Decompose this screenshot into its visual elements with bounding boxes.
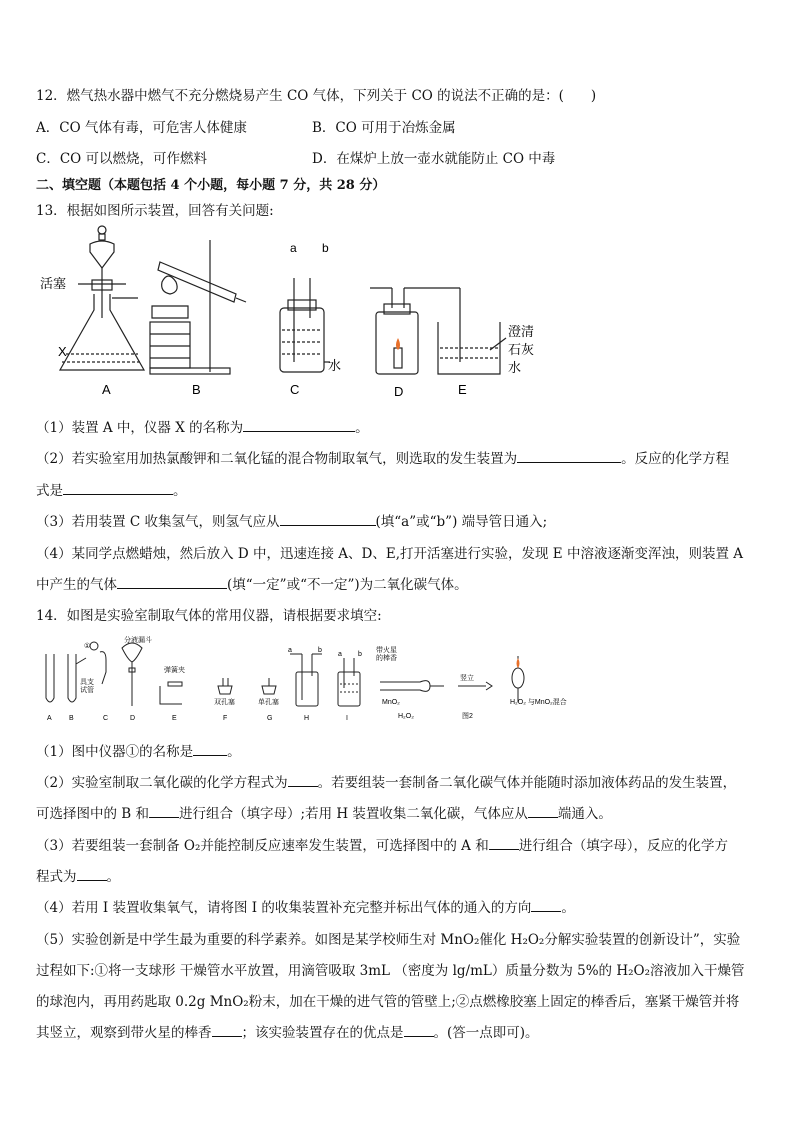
q13-part3: （3）若用装置 C 收集氢气，则氢气应从 (填“a”或“b”) 端导管日通入; bbox=[36, 510, 547, 530]
answer-blank[interactable] bbox=[149, 803, 179, 818]
apparatus-d bbox=[370, 288, 460, 374]
q14-part5-line2: 过程如下:①将一支球形 干燥管水平放置，用滴管吸取 3mL （密度为 lg/mL）质量分数为 5%的 H₂O₂溶液加入干燥管 bbox=[36, 963, 745, 979]
answer-blank[interactable] bbox=[280, 511, 376, 526]
svg-text:图2: 图2 bbox=[462, 713, 473, 720]
q14-part3-cont: 程式为 。 bbox=[36, 865, 120, 885]
q13-apparatus-figure bbox=[40, 222, 560, 400]
q13-part1: （1）装置 A 中，仪器 X 的名称为 。 bbox=[36, 416, 369, 436]
caption-b: B bbox=[192, 382, 201, 397]
q13-stem: 13．根据如图所示装置，回答有关问题: bbox=[36, 203, 274, 219]
q13-part2: （2）若实验室用加热氯酸钾和二氧化锰的混合物制取氧气，则选取的发生装置为 。反应的化学方程 bbox=[36, 447, 729, 467]
apparatus-a bbox=[60, 226, 144, 370]
q14-part2-cont: 可选择图中的 B 和 进行组合（填字母）;若用 H 装置收集二氧化碳，气体应从 端通入。 bbox=[36, 802, 612, 822]
q14-part3: （3）若要组装一套制备 O₂并能控制反应速率发生装置，可选择图中的 A 和 进行组合（填字母），反应的化学方 bbox=[36, 834, 728, 854]
svg-text:试管: 试管 bbox=[80, 687, 94, 694]
q13-part2-cont: 式是 。 bbox=[36, 479, 187, 499]
svg-text:B: B bbox=[69, 715, 74, 722]
caption-c: C bbox=[290, 382, 300, 397]
answer-blank[interactable] bbox=[243, 417, 355, 432]
q13-p1-text: （1）装置 A 中，仪器 X 的名称为 bbox=[36, 420, 244, 436]
q14-part2: （2）实验室制取二氧化碳的化学方程式为 。若要组装一套制备二氧化碳气体并能随时添加液体药品的发生装置， bbox=[36, 771, 736, 791]
apparatus-e bbox=[438, 288, 506, 374]
svg-text:单孔塞: 单孔塞 bbox=[258, 699, 279, 706]
svg-text:带火星: 带火星 bbox=[376, 647, 397, 654]
answer-blank[interactable] bbox=[117, 574, 227, 589]
answer-blank[interactable] bbox=[193, 741, 227, 756]
answer-blank[interactable] bbox=[404, 1022, 434, 1037]
apparatus-c bbox=[280, 278, 330, 372]
answer-blank[interactable] bbox=[288, 772, 318, 787]
q12-option-d: D．在煤炉上放一壶水就能防止 CO 中毒 bbox=[312, 151, 556, 167]
q12-option-b: B．CO 可用于冶炼金属 bbox=[312, 120, 456, 136]
svg-text:E: E bbox=[172, 715, 177, 722]
label-x: X bbox=[58, 344, 67, 359]
svg-text:A: A bbox=[47, 715, 52, 722]
svg-text:G: G bbox=[267, 715, 273, 722]
label-b: b bbox=[322, 241, 329, 255]
svg-text:的棒香: 的棒香 bbox=[376, 655, 397, 662]
svg-text:D: D bbox=[130, 715, 136, 722]
q14-part5: （5）实验创新是中学生最为重要的科学素养。如图是某学校师生对 MnO₂催化 H₂O₂分解实验装置的创新设计”，实验 bbox=[36, 932, 741, 948]
answer-blank[interactable] bbox=[531, 897, 561, 912]
answer-blank[interactable] bbox=[212, 1022, 242, 1037]
svg-text:C: C bbox=[103, 715, 109, 722]
svg-text:b: b bbox=[358, 651, 362, 658]
section-heading: 二、填空题（本题包括 4 个小题，每小题 7 分，共 28 分） bbox=[36, 178, 386, 193]
svg-text:a: a bbox=[338, 651, 342, 658]
apparatus-b bbox=[150, 240, 246, 374]
q12-option-a: A．CO 气体有毒，可危害人体健康 bbox=[36, 120, 247, 136]
q12-option-c: C．CO 可以燃烧，可作燃料 bbox=[36, 151, 208, 167]
svg-text:b: b bbox=[318, 647, 322, 654]
answer-blank[interactable] bbox=[517, 448, 621, 463]
answer-blank[interactable] bbox=[77, 866, 107, 881]
q14-part5-line3: 的球泡内，再用药匙取 0.2g MnO₂粉末，加在干燥的进气管的管壁上;②点燃橡胶塞上固定的棒香后，塞紧干燥管并将 bbox=[36, 994, 740, 1010]
answer-blank[interactable] bbox=[528, 803, 558, 818]
svg-text:I: I bbox=[346, 715, 348, 722]
q14-stem: 14．如图是实验室制取气体的常用仪器，请根据要求填空: bbox=[36, 608, 382, 624]
svg-text:H₂O₂ 与MnO₂混合: H₂O₂ 与MnO₂混合 bbox=[510, 699, 567, 706]
caption-a: A bbox=[102, 382, 111, 397]
svg-text:分液漏斗: 分液漏斗 bbox=[124, 637, 152, 644]
label-chengqing: 澄清 bbox=[508, 324, 535, 339]
svg-text:F: F bbox=[223, 715, 228, 722]
q14-part1: （1）图中仪器①的名称是 。 bbox=[36, 740, 241, 760]
svg-text:具支: 具支 bbox=[80, 679, 94, 686]
answer-blank[interactable] bbox=[63, 480, 173, 495]
q14-captions bbox=[47, 715, 348, 722]
label-water-2: 水 bbox=[508, 360, 522, 375]
label-a: a bbox=[290, 241, 297, 255]
q13-part4: （4）某同学点燃蜡烛，然后放入 D 中，迅速连接 A、D、E,打开活塞进行实验，发现 E 中溶液逐渐变浑浊，则装置 A bbox=[36, 546, 743, 562]
svg-text:a: a bbox=[288, 647, 292, 654]
svg-text:①: ① bbox=[84, 643, 91, 650]
svg-text:MnO₂: MnO₂ bbox=[382, 699, 400, 706]
answer-blank[interactable] bbox=[489, 835, 519, 850]
label-water: 水 bbox=[328, 358, 342, 373]
svg-text:竖立: 竖立 bbox=[460, 675, 474, 682]
q14-apparatus-figure bbox=[40, 632, 600, 726]
q14-part4: （4）若用 I 装置收集氧气，请将图 I 的收集装置补充完整并标出气体的通入的方向 。 bbox=[36, 896, 575, 916]
svg-text:双孔塞: 双孔塞 bbox=[214, 699, 235, 706]
q13-part4-cont: 中产生的气体 (填“一定”或“不一定”)为二氧化碳气体。 bbox=[36, 573, 468, 593]
caption-d: D bbox=[394, 384, 404, 399]
svg-text:H: H bbox=[304, 715, 310, 722]
caption-e: E bbox=[458, 382, 467, 397]
label-huosai: 活塞 bbox=[40, 276, 67, 291]
label-shihui: 石灰 bbox=[508, 342, 535, 357]
svg-text:H₂O₂: H₂O₂ bbox=[398, 713, 414, 720]
q13-p2-text: （2）若实验室用加热氯酸钾和二氧化锰的混合物制取氧气，则选取的发生装置为 bbox=[36, 451, 518, 467]
q14-part5-line4: 其竖立，观察到带火星的棒香 ；该实验装置存在的优点是 。(答一点即可)。 bbox=[36, 1021, 539, 1041]
svg-text:弹簧夹: 弹簧夹 bbox=[164, 667, 185, 674]
q12-stem: 12．燃气热水器中燃气不充分燃烧易产生 CO 气体，下列关于 CO 的说法不正确的是：( ) bbox=[36, 88, 597, 104]
q13-p3-text: （3）若用装置 C 收集氢气，则氢气应从 bbox=[36, 514, 280, 530]
